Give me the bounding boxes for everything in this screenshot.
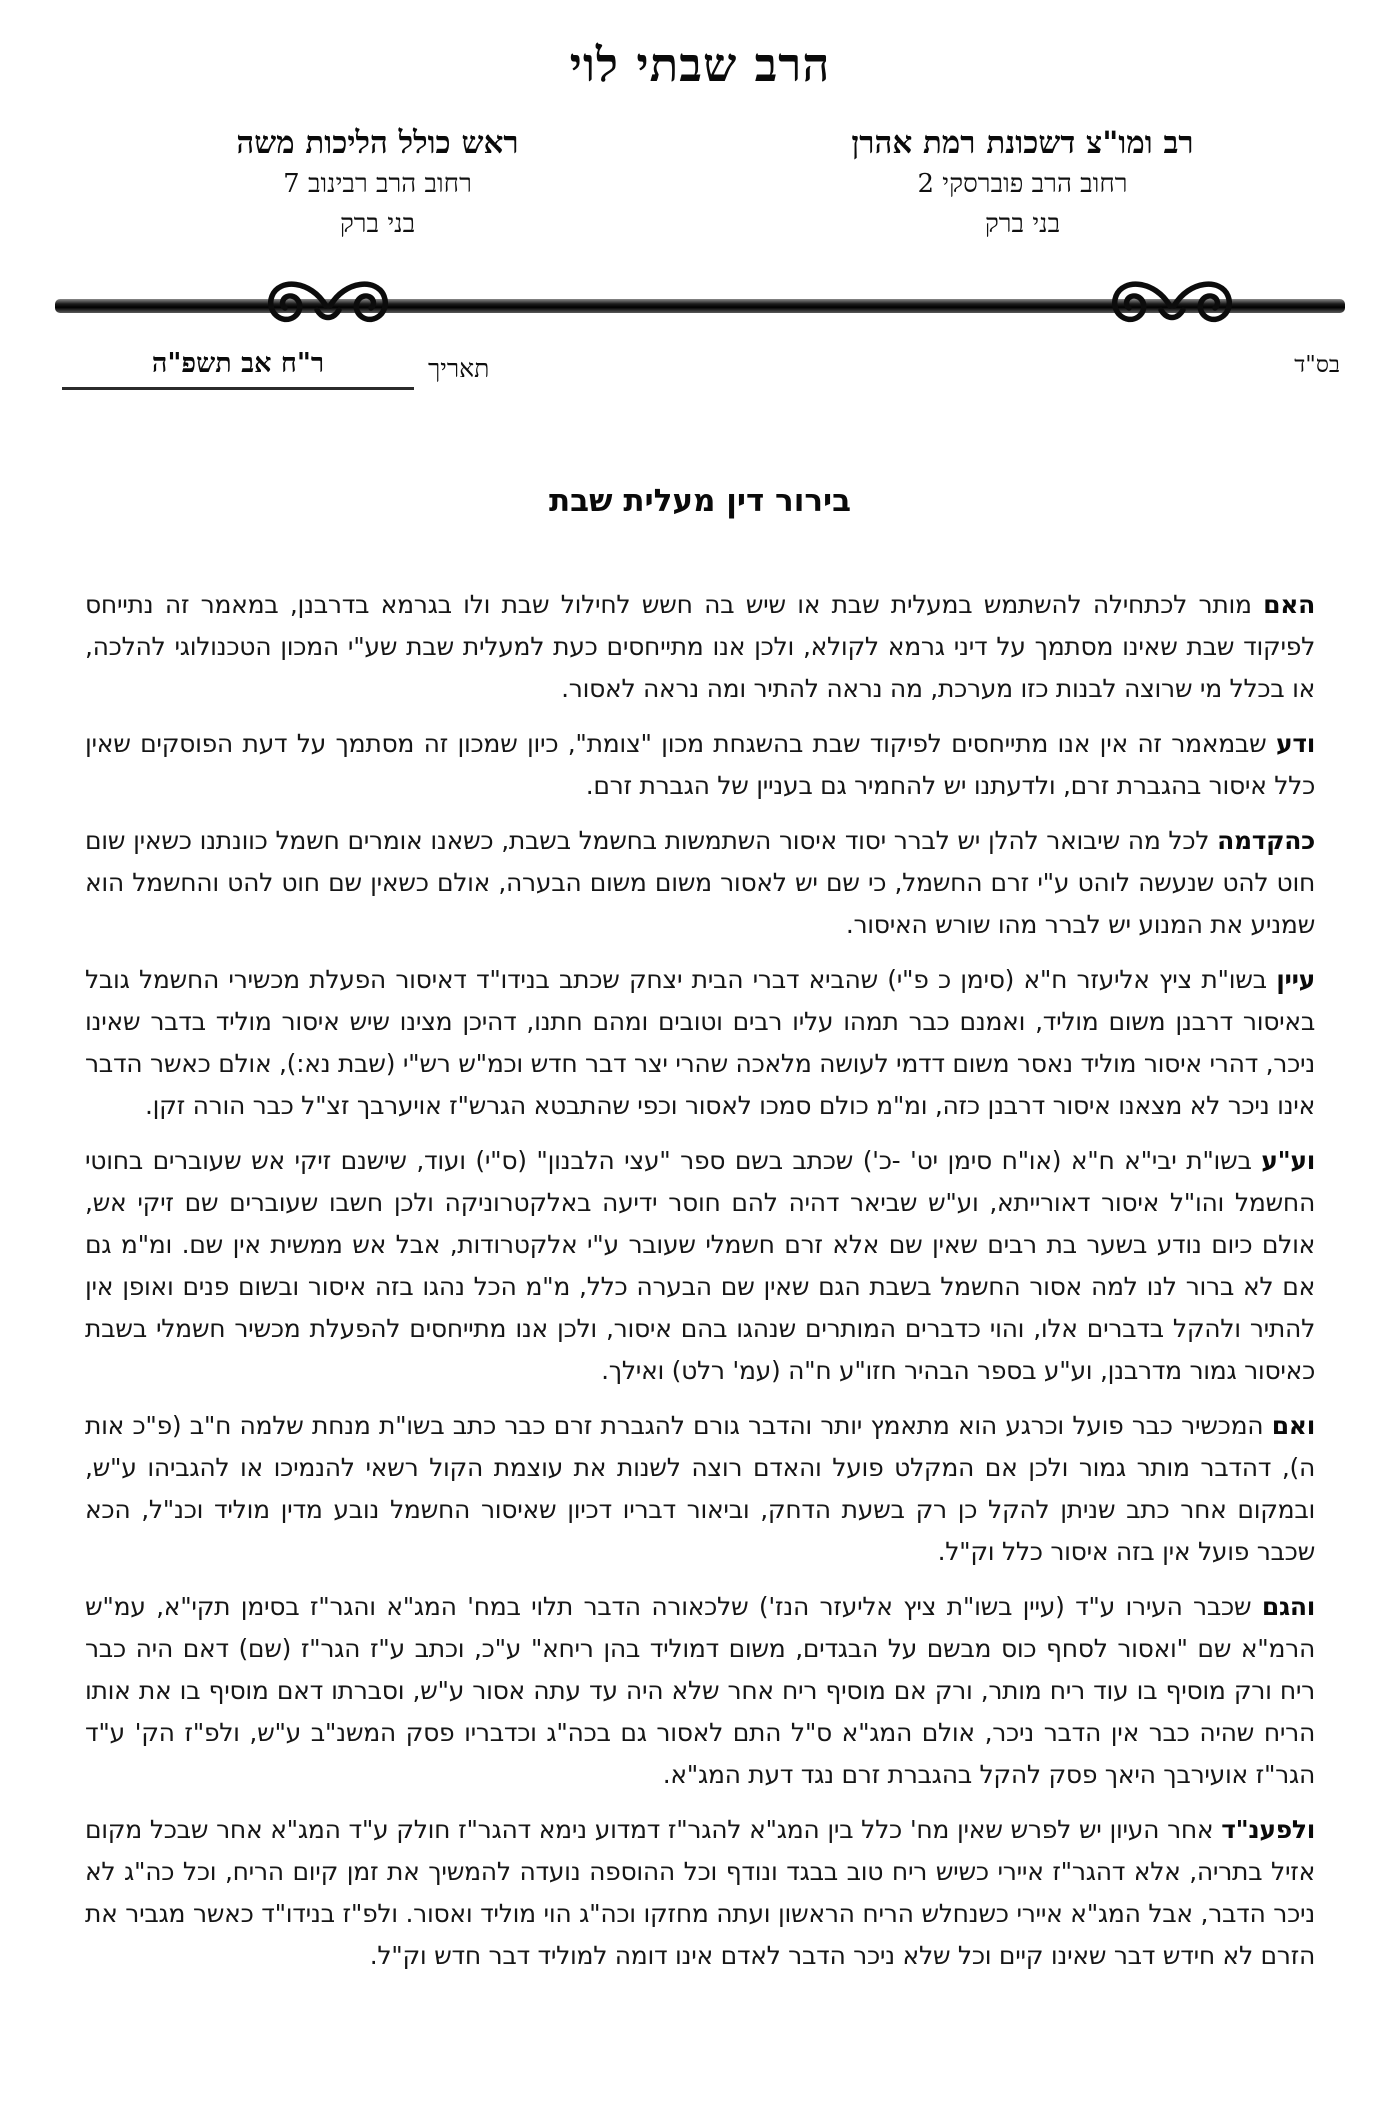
paragraph-lead-word: ודע xyxy=(1275,729,1315,758)
paragraph-text: המכשיר כבר פועל וכרגע הוא מתאמץ יותר והדבר גורם להגברת זרם כבר כתב בשו"ת מנחת שלמה ח"ב (פ"כ אות ה), דהדבר מותר גמור ולכן אם המקלט פועל והאדם רוצה לשנות את עוצמת הקול רשאי להנמיכו או להגביהו ע"ש, ובמקום אחר כתב שניתן להקל כן רק בשעת הדחק, וביאור דבריו דכיון שאיסור החשמל נובע מדין מוליד וכנ"ל, הכא שכבר פועל אין בזה איסור כלל וק"ל. xyxy=(85,1411,1315,1566)
document-title: בירור דין מעלית שבת xyxy=(548,483,852,519)
paragraph xyxy=(85,1809,1315,1977)
paragraph-text: שכבר העירו ע"ד (עיין בשו"ת ציץ אליעזר הנז') שלכאורה הדבר תלוי במח' המג"א והגר"ז בסימן תקי"א, עמ"ש הרמ"א שם "ואסור לסחף כוס מבשם על הבגדים, משום דמוליד בהן ריחא" ע"כ, וכתב ע"ז הגר"ז (שם) דאם היה כבר ריח ורק מוסיף בו עוד ריח מותר, ורק אם מוסיף ריח אחר שלא היה עד עתה אסור ע"ש, וסברתו דאם מוסיף בו את אותו הריח שהיה כבר אין הדבר ניכר, אולם המג"א ס"ל התם לאסור גם בכה"ג וכדבריו פסק המשנ"ב ע"ש, ולפ"ז הק' ע"ד הגר"ז אועירבך היאך פסק להקל בהגברת זרם נגד דעת המג"א. xyxy=(85,1592,1315,1789)
letterhead-right-block xyxy=(700,122,1345,244)
document-body xyxy=(85,584,1315,1990)
left-block-title: ראש כולל הליכות משה xyxy=(236,125,519,161)
paragraph xyxy=(85,584,1315,710)
paragraph xyxy=(85,959,1315,1127)
paragraph-lead-word: עיין xyxy=(1276,965,1315,994)
right-block-title: רב ומו"צ דשכונת רמת אהרן xyxy=(851,125,1194,161)
paragraph-lead-word: ואם xyxy=(1271,1411,1315,1440)
left-block-address: רחוב הרב רבינוב 7 xyxy=(283,169,472,199)
paragraph-text: לכל מה שיבואר להלן יש לברר יסוד איסור השתמשות בחשמל בשבת, כשאנו אומרים חשמל כוונתנו כשאין שום חוט להט שנעשה לוהט ע"י זרם החשמל, כי שם יש לאסור משום משום הבערה, אולם כשאין שם חוט להט והחשמל הוא שמניע את המנוע יש לברר מהו שורש האיסור. xyxy=(85,826,1315,939)
paragraph-lead-word: והגם xyxy=(1261,1592,1315,1621)
letterhead-left-block xyxy=(55,122,700,244)
right-block-city: בני ברק xyxy=(984,209,1061,239)
paragraph-text: שבמאמר זה אין אנו מתייחסים לפיקוד שבת בהשגחת מכון "צומת", כיון שמכון זה מסתמך על דעת הפוסקים שאין כלל איסור בהגברת זרם, ולדעתנו יש להחמיר גם בעניין של הגברת זרם. xyxy=(85,729,1315,800)
bsd-mark: בס"ד xyxy=(1294,352,1340,378)
ornamental-divider xyxy=(55,299,1345,313)
paragraph xyxy=(85,1405,1315,1573)
letterhead-columns xyxy=(55,122,1345,244)
date-label: תאריך xyxy=(428,354,490,383)
paragraph xyxy=(85,1140,1315,1392)
scroll-ornament-icon xyxy=(1097,276,1247,334)
date-value: ר"ח אב תשפ"ה xyxy=(62,348,414,390)
paragraph-text: בשו"ת יבי"א ח"א (או"ח סימן יט' -כ') שכתב בשם ספר "עצי הלבנון" (ס"י) ועוד, שישנם זיקי אש שעוברים בחוטי החשמל והו"ל איסור דאורייתא, וע"ש שביאר דהיה להם חוסר ידיעה באלקטרוניקה ולכן חשבו שעוברים שם זיקי אש, אולם כיום נודע בשער בת רבים שאין שם אלא זרם חשמלי שעובר ע"י אלקטרודות, אבל אש ממשית אין שם. ומ"מ גם אם לא ברור לנו למה אסור החשמל בשבת הגם שאין שם הבערה כלל, מ"מ הכל נהגו בזה איסור ובשום פנים ואופן אין להתיר ולהקל בדברים אלו, והוי כדברים המותרים שנהגו בהם איסור, ולכן אנו מתייחסים להפעלת מכשיר חשמלי בשבת כאיסור גמור מדרבנן, וע"ע בספר הבהיר חזו"ע ח"ה (עמ' רלט) ואילך. xyxy=(85,1146,1315,1385)
left-block-city: בני ברק xyxy=(339,209,416,239)
paragraph-lead-word: כהקדמה xyxy=(1217,826,1315,855)
paragraph-lead-word: ולפענ"ד xyxy=(1221,1815,1315,1844)
paragraph-lead-word: האם xyxy=(1263,590,1315,619)
paragraph-text: מותר לכתחילה להשתמש במעלית שבת או שיש בה חשש לחילול שבת ולו בגרמא בדרבנן, במאמר זה נתייחס לפיקוד שבת שאינו מסתמך על דיני גרמא לקולא, ולכן אנו מתייחסים כעת למעלית שבת שע"י המכון הטכנולוגי להלכה, או בכלל מי שרוצה לבנות כזו מערכת, מה נראה להתיר ומה נראה לאסור. xyxy=(85,590,1315,703)
paragraph-text: בשו"ת ציץ אליעזר ח"א (סימן כ פ"י) שהביא דברי הבית יצחק שכתב בנידו"ד דאיסור הפעלת מכשירי החשמל גובל באיסור דרבנן משום מוליד, ואמנם כבר תמהו עליו רבים וטובים ומהם חתנו, דהיכן מצינו שיש איסור מוליד בדבר שאינו ניכר, דהרי איסור מוליד נאסר משום דדמי לעושה מלאכה שהרי יצר דבר חדש וכמ"ש רש"י (שבת נא:), אולם כאשר הדבר אינו ניכר לא מצאנו איסור דרבנן כזה, ומ"מ כולם סמכו לאסור וכפי שהתבטא הגרש"ז אויערבך זצ"ל כבר הורה זקן. xyxy=(85,965,1315,1120)
scroll-ornament-icon xyxy=(253,276,403,334)
paragraph xyxy=(85,1586,1315,1796)
paragraph xyxy=(85,723,1315,807)
right-block-address: רחוב הרב פוברסקי 2 xyxy=(917,169,1128,199)
paragraph-lead-word: וע"ע xyxy=(1261,1146,1315,1175)
paragraph-text: אחר העיון יש לפרש שאין מח' כלל בין המג"א להגר"ז דמדוע נימא דהגר"ז חולק ע"ד המג"א אחר שבכל מקום אזיל בתריה, אלא דהגר"ז איירי כשיש ריח טוב בבגד ונודף וכל ההוספה נועדה להמשיך את זמן קיום הריח, וכל כה"ג לא ניכר הדבר, אבל המג"א איירי כשנחלש הריח הראשון ועתה מחזקו וכה"ג הוי מוליד ואסור. ולפ"ז בנידו"ד כאשר מגביר את הזרם לא חידש דבר שאינו קיים וכל שלא ניכר הדבר לאדם אינו דומה למוליד דבר חדש וק"ל. xyxy=(85,1815,1315,1970)
paragraph xyxy=(85,820,1315,946)
rabbi-name: הרב שבתי לוי xyxy=(569,38,831,93)
